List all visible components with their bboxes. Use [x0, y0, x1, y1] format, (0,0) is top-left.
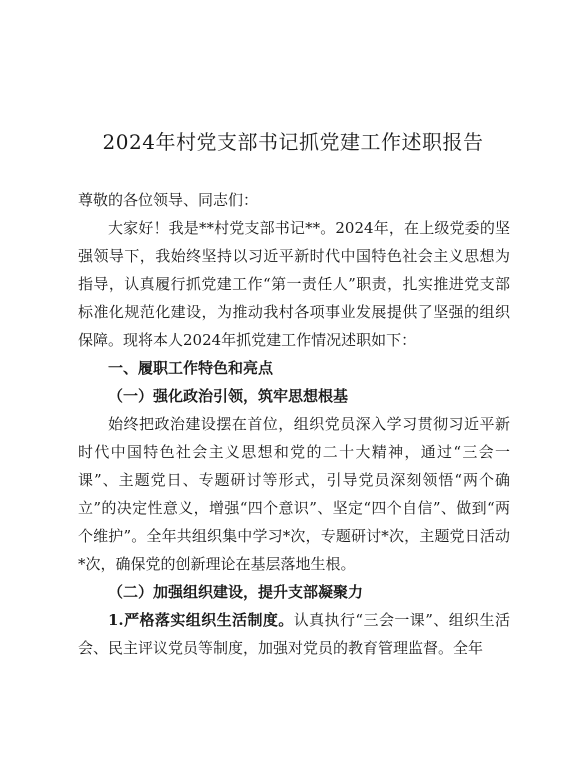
item-1-lead: 1.严格落实组织生活制度。	[108, 611, 294, 629]
subsection-heading-1: （一）强化政治引领，筑牢思想根基	[108, 387, 349, 405]
salutation: 尊敬的各位领导、同志们：	[78, 191, 259, 209]
subsection-heading-2: （二）加强组织建设，提升支部凝聚力	[108, 583, 364, 601]
section-heading-1: 一、履职工作特色和亮点	[108, 359, 274, 377]
subsection-1-paragraph: 始终把政治建设摆在首位，组织党员深入学习贯彻习近平新时代中国特色社会主义思想和党的二十大精神，通过“三会一课”、主题党日、专题研讨等形式，引导党员深刻领悟“两个确立”的决定性意义，增强“四个意识”、坚定“四个自信”、做到“两个维护”。全年共组织集中学习*次，专题研讨*次，主题党日活动*次，确保党的创新理论在基层落地生根。	[78, 415, 510, 573]
document-title: 2024年村党支部书记抓党建工作述职报告	[102, 130, 484, 154]
intro-paragraph: 大家好！我是**村党支部书记**。2024年，在上级党委的坚强领导下，我始终坚持以习近平新时代中国特色社会主义思想为指导，认真履行抓党建工作“第一责任人”职责，扎实推进党支部标准化规范化建设，为推动我村各项事业发展提供了坚强的组织保障。现将本人2024年抓党建工作情况述职如下：	[78, 219, 510, 349]
item-1-paragraph	[78, 606, 510, 662]
document-body	[78, 186, 510, 662]
item-1-body: 认真执行“三会一课”、组织生活会、民主评议党员等制度，加强对党员的教育管理监督。全年	[78, 611, 510, 657]
